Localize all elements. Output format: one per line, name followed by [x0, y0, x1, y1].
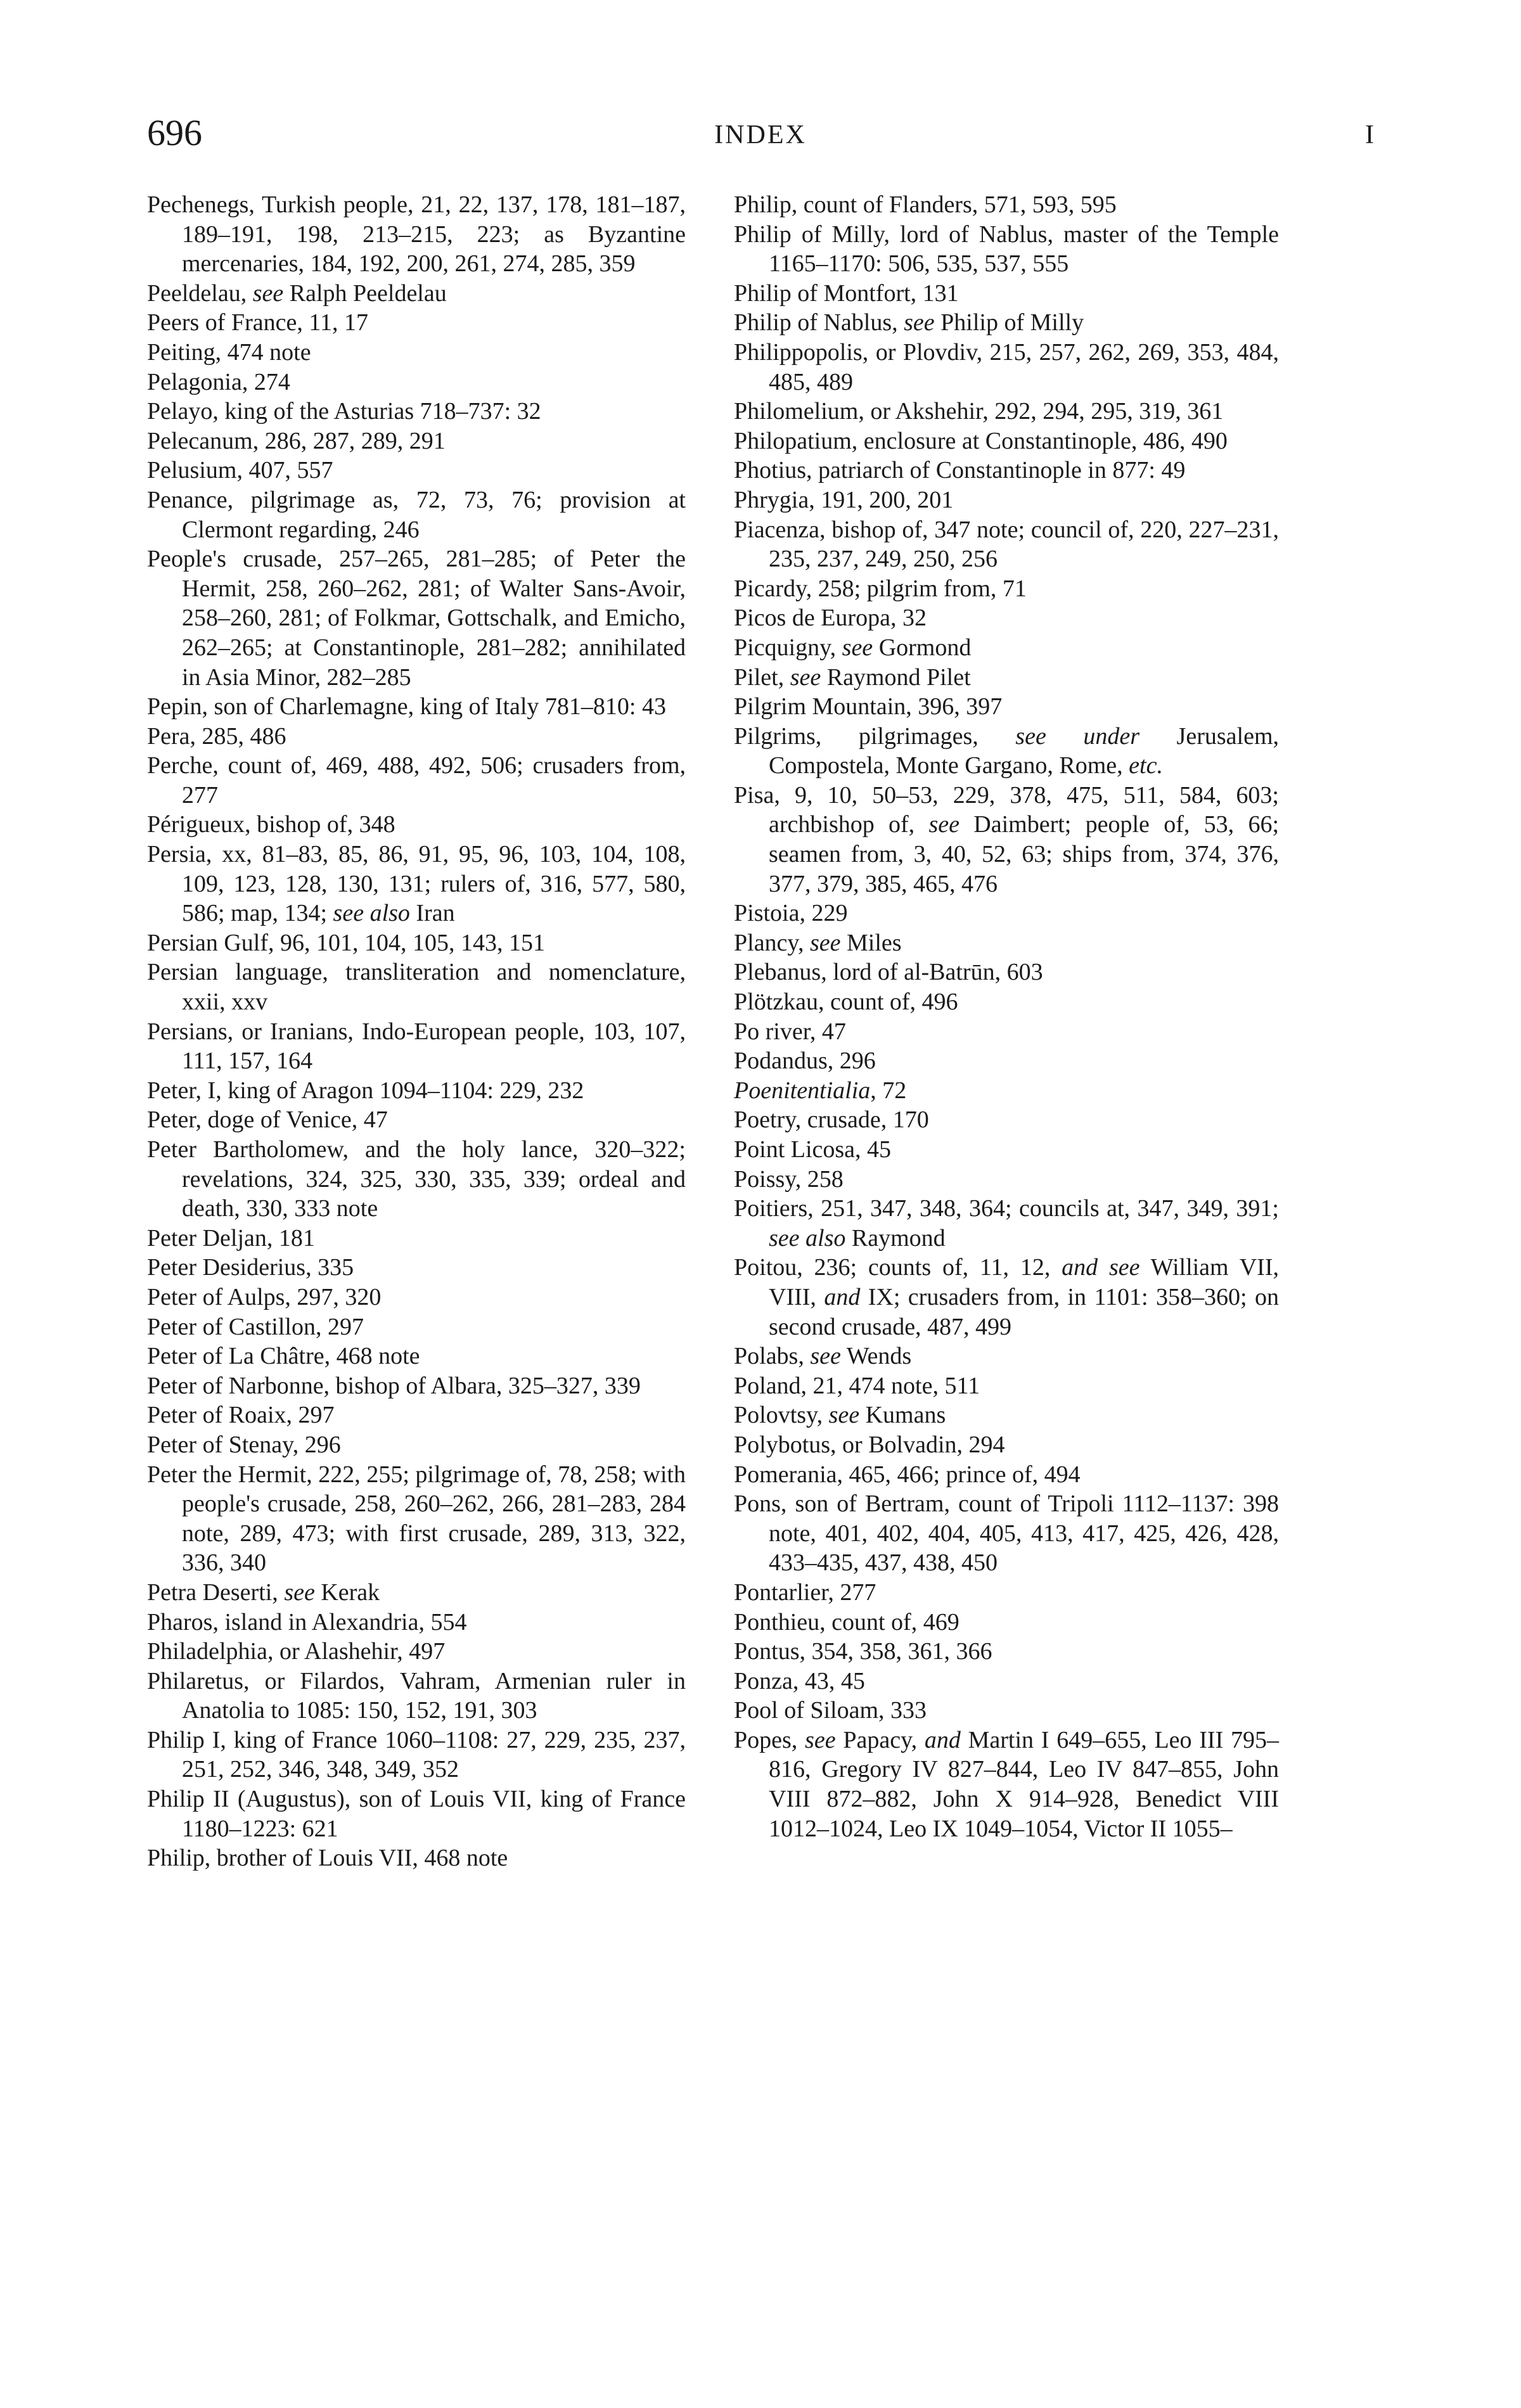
section-title: INDEX — [714, 120, 807, 150]
index-entry: Pisa, 9, 10, 50–53, 229, 378, 475, 511, 584, 603; archbishop of, see Daimbert; people of, 53, 66; seamen from, 3, 40, 52, 63; ships from, 374, 376, 377, 379, 385, 465, 476 — [734, 781, 1280, 897]
index-entry: Poenitentialia, 72 — [734, 1077, 907, 1104]
index-entry: Poetry, crusade, 170 — [734, 1106, 929, 1134]
index-entry: Peers of France, 11, 17 — [147, 309, 368, 336]
index-entry: Pontarlier, 277 — [734, 1579, 876, 1606]
index-column-right — [734, 190, 1279, 1843]
index-entry: Pelagonia, 274 — [147, 368, 290, 395]
index-entry: Poissy, 258 — [734, 1165, 844, 1193]
index-entry: Philip of Milly, lord of Nablus, master of the Temple 1165–1170: 506, 535, 537, 555 — [734, 221, 1279, 278]
index-entry: Pilgrims, pilgrimages, see under Jerusalem, Compostela, Monte Gargano, Rome, etc. — [734, 722, 1279, 779]
index-entry: Polybotus, or Bolvadin, 294 — [734, 1431, 1005, 1458]
index-entry: Pera, 285, 486 — [147, 722, 286, 750]
index-entry: Plebanus, lord of al-Batrūn, 603 — [734, 959, 1043, 986]
index-entry: Petra Deserti, see Kerak — [147, 1579, 380, 1606]
index-entry: Philip I, king of France 1060–1108: 27, 229, 235, 237, 251, 252, 346, 348, 349, 352 — [147, 1726, 686, 1783]
page-number: 696 — [147, 112, 202, 153]
index-entry: Pontus, 354, 358, 361, 366 — [734, 1638, 992, 1665]
index-entry: Peter of Stenay, 296 — [147, 1431, 341, 1458]
index-entry: Peter, I, king of Aragon 1094–1104: 229, 232 — [147, 1077, 584, 1104]
index-entry: Polovtsy, see Kumans — [734, 1402, 946, 1429]
index-entry: Philip, brother of Louis VII, 468 note — [147, 1845, 508, 1872]
index-entry: Peter Desiderius, 335 — [147, 1254, 354, 1281]
index-entry: Peter of Aulps, 297, 320 — [147, 1283, 382, 1310]
index-entry: Pilgrim Mountain, 396, 397 — [734, 693, 1003, 720]
index-entry: Poland, 21, 474 note, 511 — [734, 1372, 980, 1399]
index-entry: Point Licosa, 45 — [734, 1136, 892, 1163]
index-entry: Poitiers, 251, 347, 348, 364; councils at, 347, 349, 391; see also Raymond — [734, 1195, 1279, 1252]
index-entry: Photius, patriarch of Constantinople in 877: 49 — [734, 457, 1186, 484]
index-entry: Polabs, see Wends — [734, 1343, 912, 1370]
index-entry: Peter the Hermit, 222, 255; pilgrimage of, 78, 258; with people's crusade, 258, 260–262, 266, 281–283, 284 note, 289, 473; with first crusade, 289, 313, 322, 336, 340 — [147, 1461, 686, 1577]
index-entry: Pelusium, 407, 557 — [147, 457, 333, 484]
index-entry: Perche, count of, 469, 488, 492, 506; crusaders from, 277 — [147, 752, 686, 809]
index-entry: Périgueux, bishop of, 348 — [147, 811, 395, 838]
index-entry: Pool of Siloam, 333 — [734, 1697, 927, 1724]
index-entry: People's crusade, 257–265, 281–285; of Peter the Hermit, 258, 260–262, 281; of Walter Sans-Avoir, 258–260, 281; of Folkmar, Gottschalk, and Emicho, 262–265; at Constantinople, 281–282; annihilated in Asia Minor, 282–285 — [147, 546, 686, 691]
index-entry: Pelecanum, 286, 287, 289, 291 — [147, 427, 446, 454]
index-entry: Picquigny, see Gormond — [734, 634, 972, 661]
index-entry: Persian language, transliteration and nomenclature, xxii, xxv — [147, 959, 686, 1016]
index-entry: Pharos, island in Alexandria, 554 — [147, 1608, 467, 1636]
index-entry: Philip of Nablus, see Philip of Milly — [734, 309, 1084, 336]
index-entry: Picos de Europa, 32 — [734, 605, 927, 632]
index-entry: Persians, or Iranians, Indo-European people, 103, 107, 111, 157, 164 — [147, 1018, 686, 1075]
index-entry: Philip of Montfort, 131 — [734, 279, 959, 307]
running-head — [147, 111, 1374, 155]
index-entry: Pons, son of Bertram, count of Tripoli 1112–1137: 398 note, 401, 402, 404, 405, 413, 417, 425, 426, 428, 433–435, 437, 438, 450 — [734, 1490, 1279, 1577]
section-letter: I — [1365, 120, 1374, 150]
index-entry: Peter Bartholomew, and the holy lance, 320–322; revelations, 324, 325, 330, 335, 339; ordeal and death, 330, 333 note — [147, 1136, 686, 1222]
index-entry: Peter, doge of Venice, 47 — [147, 1106, 388, 1134]
index-entry: Persia, xx, 81–83, 85, 86, 91, 95, 96, 103, 104, 108, 109, 123, 128, 130, 131; rulers of, 316, 577, 580, 586; map, 134; see also Iran — [147, 841, 686, 927]
index-entry: Philippopolis, or Plovdiv, 215, 257, 262, 269, 353, 484, 485, 489 — [734, 338, 1279, 395]
index-entry: Peter of Castillon, 297 — [147, 1313, 364, 1340]
index-entry: Pelayo, king of the Asturias 718–737: 32 — [147, 398, 541, 425]
index-entry: Pechenegs, Turkish people, 21, 22, 137, 178, 181–187, 189–191, 198, 213–215, 223; as Byzantine mercenaries, 184, 192, 200, 261, 274, 285, 359 — [147, 191, 686, 278]
index-entry: Philomelium, or Akshehir, 292, 294, 295, 319, 361 — [734, 398, 1224, 425]
index-entry: Plötzkau, count of, 496 — [734, 989, 958, 1016]
index-entry: Peiting, 474 note — [147, 338, 311, 366]
index-entry: Peter Deljan, 181 — [147, 1224, 315, 1252]
index-entry: Philaretus, or Filardos, Vahram, Armenian ruler in Anatolia to 1085: 150, 152, 191, 303 — [147, 1667, 686, 1724]
index-entry: Ponthieu, count of, 469 — [734, 1608, 959, 1636]
index-entry: Ponza, 43, 45 — [734, 1667, 865, 1694]
index-entry: Peter of La Châtre, 468 note — [147, 1343, 420, 1370]
index-entry: Picardy, 258; pilgrim from, 71 — [734, 575, 1027, 602]
index-entry: Plancy, see Miles — [734, 929, 902, 956]
index-entry: Pistoia, 229 — [734, 900, 848, 927]
index-entry: Poitou, 236; counts of, 11, 12, and see William VII, VIII, and IX; crusaders from, in 1101: 358–360; on second crusade, 487, 499 — [734, 1254, 1279, 1340]
index-entry: Peeldelau, see Ralph Peeldelau — [147, 279, 447, 307]
index-entry: Penance, pilgrimage as, 72, 73, 76; provision at Clermont regarding, 246 — [147, 486, 686, 543]
index-entry: Phrygia, 191, 200, 201 — [734, 486, 954, 513]
index-entry: Peter of Roaix, 297 — [147, 1402, 335, 1429]
index-entry: Po river, 47 — [734, 1018, 846, 1045]
index-entry: Popes, see Papacy, and Martin I 649–655, Leo III 795–816, Gregory IV 827–844, Leo IV 847–855, John VIII 872–882, John X 914–928, Benedict VIII 1012–1024, Leo IX 1049–1054, Victor II 1055– — [734, 1726, 1279, 1842]
index-entry: Pepin, son of Charlemagne, king of Italy 781–810: 43 — [147, 693, 666, 720]
index-column-left — [147, 190, 686, 1873]
index-entry: Philip II (Augustus), son of Louis VII, king of France 1180–1223: 621 — [147, 1786, 686, 1842]
index-entry: Persian Gulf, 96, 101, 104, 105, 143, 151 — [147, 929, 546, 956]
index-entry: Pilet, see Raymond Pilet — [734, 663, 971, 691]
index-entry: Philadelphia, or Alashehir, 497 — [147, 1638, 446, 1665]
index-entry: Piacenza, bishop of, 347 note; council of, 220, 227–231, 235, 237, 249, 250, 256 — [734, 516, 1279, 573]
index-entry: Philip, count of Flanders, 571, 593, 595 — [734, 191, 1117, 218]
index-entry: Peter of Narbonne, bishop of Albara, 325–327, 339 — [147, 1372, 641, 1399]
index-entry: Philopatium, enclosure at Constantinople, 486, 490 — [734, 427, 1228, 454]
index-entry: Podandus, 296 — [734, 1047, 876, 1075]
index-entry: Pomerania, 465, 466; prince of, 494 — [734, 1461, 1081, 1488]
